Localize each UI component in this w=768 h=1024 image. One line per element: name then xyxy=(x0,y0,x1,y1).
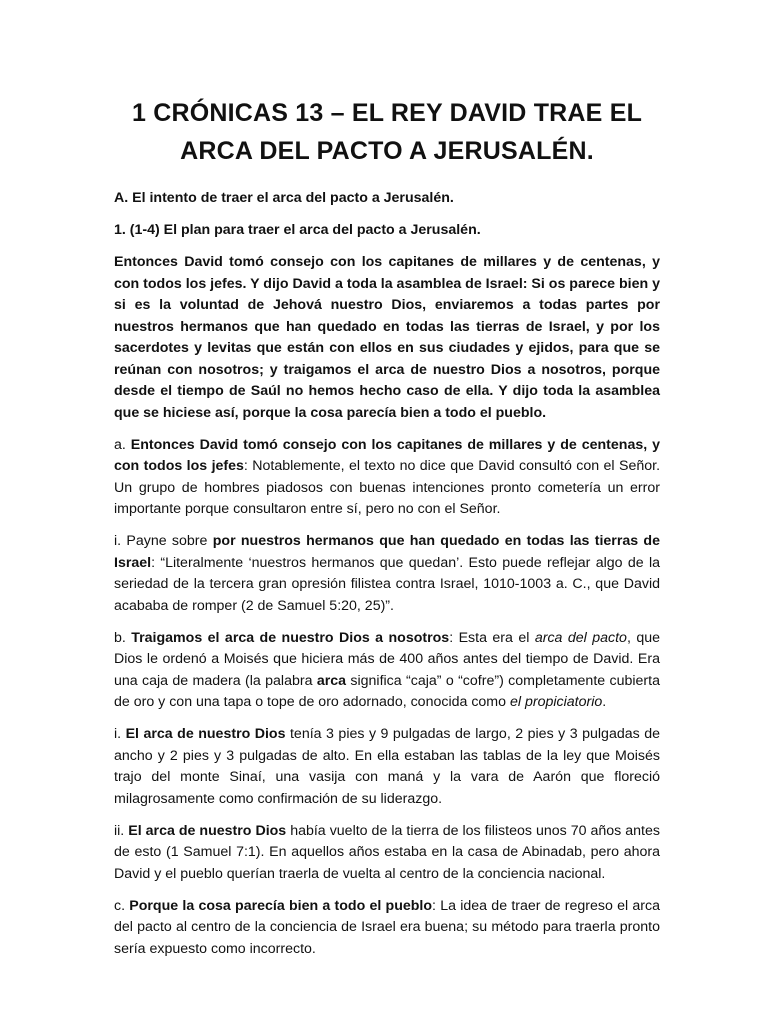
text-run: : Esta era el xyxy=(449,629,535,646)
bold-text: Entonces David tomó consejo con los capitanes de millares y de centenas, y con todos los jefes. Y dijo David a toda la asamblea de Israel: Si os parece bien y si es la voluntad de Jehová nuestro Dios, enviaremos a todas partes por nuestros hermanos que han quedado en todas las tierras de Israel, y por los sacerdotes y levitas que están con ellos en sus ciudades y ejidos, para que se reúnan con nosotros; y traigamos el arca de nuestro Dios a nosotros, porque desde el tiempo de Saúl no hemos hecho caso de ella. Y dijo toda la asamblea que se hiciese así, porque la cosa parecía bien a todo el pueblo. xyxy=(114,254,660,421)
paragraph xyxy=(114,531,660,617)
document-page xyxy=(114,94,660,971)
paragraph xyxy=(114,252,660,424)
paragraph xyxy=(114,821,660,886)
paragraph xyxy=(114,220,660,242)
text-run: significa “caja” o “cofre”) completamente cubierta de oro y con una tapa o tope de oro adornado, conocida como xyxy=(114,672,660,710)
italic-text: arca del pacto xyxy=(534,629,627,646)
text-run: i. xyxy=(114,726,126,742)
text-run: . xyxy=(602,694,607,710)
paragraph xyxy=(114,435,660,521)
bold-text: Entonces David tomó consejo con los capitanes de millares y de centenas, y con todos los jefes xyxy=(114,436,660,474)
bold-text: arca xyxy=(316,672,347,689)
text-run: b. xyxy=(114,629,132,646)
bold-text: 1. (1-4) El plan para traer el arca del pacto a Jerusalén. xyxy=(114,222,481,238)
text-run: había vuelto de la tierra de los filisteos unos 70 años antes de esto (1 Samuel 7:1). En aquellos años estaba en la casa de Abinadab, pero ahora David y el pueblo querían traerla de vuelta al centro de la conciencia nacional. xyxy=(114,822,660,882)
text-run: a. xyxy=(114,436,131,453)
paragraph xyxy=(114,896,660,961)
text-run: : La idea de traer de regreso el arca del pacto al centro de la conciencia de Israel era buena; su método para traerla pronto sería expuesto como incorrecto. xyxy=(114,897,660,957)
bold-text: Traigamos el arca de nuestro Dios a nosotros xyxy=(131,629,450,646)
text-run: i. Payne sobre xyxy=(114,533,213,549)
text-run: ii. xyxy=(114,822,129,839)
bold-text: El arca de nuestro Dios xyxy=(125,726,286,742)
italic-text: el propiciatorio xyxy=(509,694,603,710)
paragraph xyxy=(114,724,660,810)
text-run: c. xyxy=(114,897,130,914)
text-run: , que Dios le ordenó a Moisés que hiciera más de 400 años antes del tiempo de David. Era una caja de madera (la palabra xyxy=(114,629,660,689)
document-title: 1 CRÓNICAS 13 – EL REY DAVID TRAE EL ARCA DEL PACTO A JERUSALÉN. xyxy=(131,99,643,165)
paragraph xyxy=(114,628,660,714)
bold-text: A. El intento de traer el arca del pacto a Jerusalén. xyxy=(114,190,454,206)
bold-text: por nuestros hermanos que han quedado en todas las tierras de Israel xyxy=(114,533,660,571)
text-run: : Notablemente, el texto no dice que David consultó con el Señor. Un grupo de hombres piadosos con buenas intenciones pronto cometería un error importante porque consultaron entre sí, pero no con el Señor. xyxy=(114,458,661,517)
bold-text: El arca de nuestro Dios xyxy=(128,822,287,839)
text-run: tenía 3 pies y 9 pulgadas de largo, 2 pies y 3 pulgadas de ancho y 2 pies y 3 pulgadas de alto. En ella estaban las tablas de la ley que Moisés trajo del monte Sinaí, una vasija con maná y la vara de Aarón que floreció milagrosamente como confirmación de su liderazgo. xyxy=(114,726,660,807)
text-run: : “Literalmente ‘nuestros hermanos que quedan’. Esto puede reflejar algo de la seriedad de la tercera gran opresión filistea contra Israel, 1010-1003 a. C., que David acababa de romper (2 de Samuel 5:20, 25)”. xyxy=(114,554,660,614)
paragraph xyxy=(114,188,660,210)
document-body xyxy=(114,188,660,960)
bold-text: Porque la cosa parecía bien a todo el pueblo xyxy=(129,897,433,914)
